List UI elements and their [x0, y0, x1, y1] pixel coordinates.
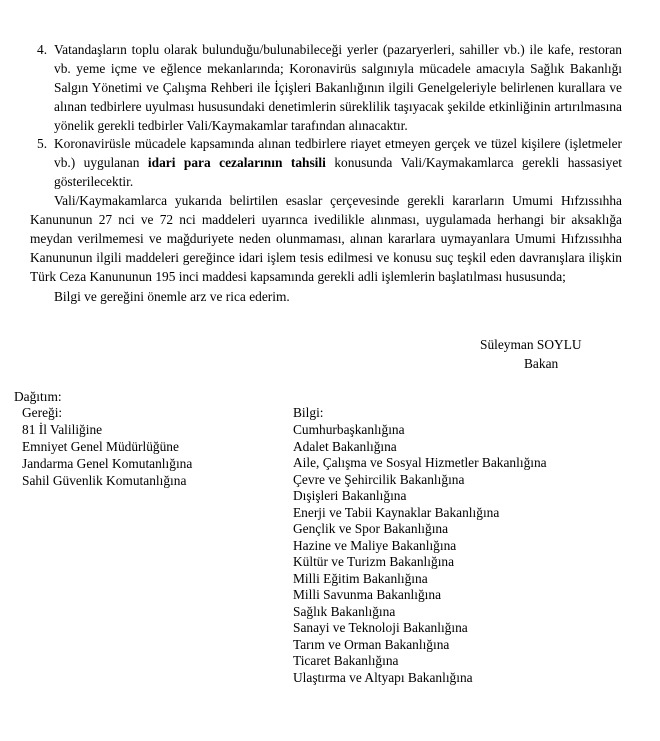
closing-text: Bilgi ve gereğini önemle arz ve rica ederim.: [54, 289, 290, 304]
item-5-text-after: konusunda Vali/Kaymakamlarca gerekli hassasiyet gösterilecektir.: [54, 155, 623, 189]
bilgi-item: Hazine ve Maliye Bakanlığına: [293, 537, 457, 553]
bilgi-item: Sanayi ve Teknoloji Bakanlığına: [293, 620, 468, 635]
gereği-item: Jandarma Genel Komutanlığına: [22, 456, 193, 471]
bilgi-heading: Bilgi:: [293, 405, 324, 420]
signature-name: Süleyman SOYLU: [480, 337, 582, 352]
distribution-heading: Dağıtım:: [14, 389, 62, 404]
bilgi-item: Milli Eğitim Bakanlığına: [293, 570, 428, 586]
gereği-item: 81 İl Valiliğine: [22, 422, 103, 437]
bilgi-item: Aile, Çalışma ve Sosyal Hizmetler Bakanlığına: [293, 455, 547, 470]
item-4-number: 4.: [37, 42, 48, 57]
bilgi-item: Çevre ve Şehircilik Bakanlığına: [293, 471, 465, 487]
item-5-text-before: Koronavirüsle mücadele kapsamında alınan tedbirlere riayet etmeyen gerçek ve tüzel kişilere (işletmeler vb.) uygulanan: [54, 136, 622, 170]
gereği-heading: Gereği:: [22, 405, 63, 420]
main-paragraph: Vali/Kaymakamlarca yukarıda belirtilen esaslar çerçevesinde gerekli kararların Umumi Hıfzıssıhha Kanununun 27 nci ve 72 nci maddeleri uyarınca ivedilikle alınması, uygulamada herhangi bir aksaklığa meydan verilmemesi ve mağduriyete neden olunmaması, alınan kararlara uymayanlara Umumi Hıfzıssıhha Kanununun ilgili maddeleri gereğince idari işlem tesis edilmesi ve konusu suç teşkil eden davranışlara ilişkin Türk Ceza Kanununun 195 inci maddesi kapsamında gerekli adli işlemlerin başlatılması hususunda;: [30, 193, 622, 284]
gereği-item: Emniyet Genel Müdürlüğüne: [22, 439, 179, 454]
bilgi-item: Milli Savunma Bakanlığına: [293, 587, 442, 602]
item-5-number: 5.: [37, 136, 48, 151]
bilgi-item: Gençlik ve Spor Bakanlığına: [293, 521, 449, 536]
bilgi-item: Enerji ve Tabii Kaynaklar Bakanlığına: [293, 504, 500, 520]
bilgi-item: Kültür ve Turizm Bakanlığına: [293, 554, 455, 569]
bilgi-item: Sağlık Bakanlığına: [293, 603, 396, 619]
bilgi-item: Ulaştırma ve Altyapı Bakanlığına: [293, 669, 473, 685]
bilgi-item: Cumhurbaşkanlığına: [293, 422, 405, 437]
gereği-item: Sahil Güvenlik Komutanlığına: [22, 473, 187, 488]
signature-title: Bakan: [524, 356, 559, 371]
bilgi-item: Dışişleri Bakanlığına: [293, 488, 407, 503]
bilgi-item: Ticaret Bakanlığına: [293, 653, 399, 668]
item-5-text: [54, 134, 622, 191]
bilgi-item: Tarım ve Orman Bakanlığına: [293, 636, 450, 652]
item-4-text: Vatandaşların toplu olarak bulunduğu/bulunabileceği yerler (pazaryerleri, sahiller vb.) ile kafe, restoran vb. yeme içme ve eğlence mekanlarında; Koronavirüs salgınıyla mücadele amacıyla Sağlık Bakanlığı Salgın Yönetimi ve Çalışma Rehberi ile İçişleri Bakanlığının ilgili Genelgeleriyle belirlenen kurallara ve alınan tedbirlere uyulması hususundaki denetimlerin süreklilik taşıyacak şekilde etkinliğinin artırılmasına yönelik gerekli tedbirler Vali/Kaymakamlar tarafından alınacaktır.: [54, 42, 622, 133]
item-5-text-bold: idari para cezalarının tahsili: [147, 155, 326, 170]
bilgi-item: Adalet Bakanlığına: [293, 438, 397, 454]
